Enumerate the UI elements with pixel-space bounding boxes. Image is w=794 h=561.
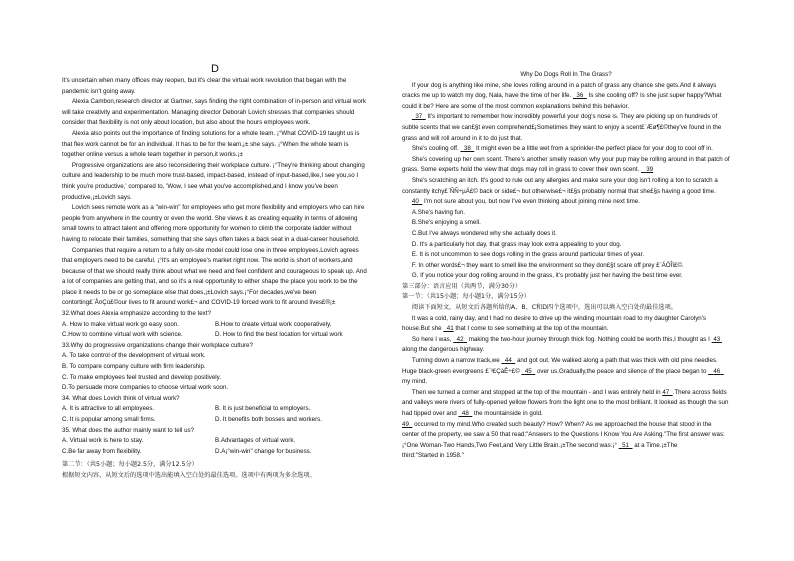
option: B. It is just beneficial to employers.	[215, 405, 311, 413]
blank-42: 42	[456, 335, 464, 343]
paragraph: Lovich sees remote work as a "win-win" for employees who get more flexibility and employers who can hire people from anywhere in the country or even the world. She views it as creating equality in terms of allowing small towns to attract talent and offering more opportunity for women to climb the corporate ladder without having to relocate their families, something that she says often takes a back seat in a dual-career household.	[62, 204, 365, 243]
blank-40: 40	[411, 198, 419, 206]
blank-49: 49	[402, 420, 409, 428]
blank-37: 37	[415, 113, 423, 121]
option: A. Virtual work is here to stay.	[62, 437, 144, 445]
paragraph: She's cooling off. 38 It might even be a little wet from a sprinkler-the perfect place for your dog to cool off in.	[411, 145, 713, 153]
option: B.Advantages of virtual work.	[215, 437, 296, 445]
blank-45: 45	[524, 367, 532, 375]
story-paragraph: 49 occurred to my mind.Who created such beauty? How? When? As we approached the house that stood in the center of the property, we saw a 50 that read:"Answers to the Questions I Know You Are Asking."The first answer was:¡°One Woman-Two Hands,Two Feet,and Very Little Brain.¡±The second was:¡° 51 at a Time.¡±The	[402, 420, 725, 449]
left-column	[62, 0, 368, 482]
question-stem: 35. What does the author mainly want to tell us?	[62, 426, 195, 434]
question-32	[62, 309, 368, 341]
question-stem: 33.Why do progressive organizations change their workplace culture?	[62, 341, 253, 349]
section2-description: 根据短文内容，从短文后的选项中选出能填入空白处的最佳选项。选项中有两项为多余选项。	[62, 471, 316, 479]
blank-51: 51	[622, 441, 629, 449]
option: D. It benefits both bosses and workers.	[215, 416, 322, 423]
paragraph: She's covering up her own scent. There's another smelly reason why your pup may be rolling around in that patch of grass. Some experts hold the view that dogs may roll in grass to cover their own scent. 39	[402, 155, 730, 174]
blank-44: 44	[504, 357, 512, 365]
section1-title: 第一节：（共15小题；每小题1分，满分15分）	[402, 293, 530, 301]
right-column	[402, 0, 730, 462]
paragraph: 37 It's important to remember how incredibly powerful your dog's nose is. They are picking up on hundreds of subtle scents that we can£§t even comprehend£¡Sometimes they want to enjoy a scent£¨Æø¶£©they've found in the grass and will roll around in it to do just that.	[402, 113, 722, 142]
option: E. It is not uncommon to see dogs rolling in the grass around particular times of year.	[411, 251, 645, 259]
story-last-line: third:"Started in 1958."	[402, 452, 464, 460]
question-34	[62, 394, 368, 426]
paragraph: It's uncertain when many offices may reopen, but it's clear the virtual work revolution that began with the pandemic isn't going away.	[62, 77, 347, 95]
story-paragraph: It was a cold, rainy day, and I had no desire to drive up the winding mountain road to my daughter Carolyn's house.But she 41 that I come to see something at the top of the mountain.	[402, 314, 707, 333]
blank-47: 47	[662, 388, 670, 396]
option: F. In other words£¬ they want to smell like the environment so they don£§t scare off prey £¨ÁÔÎï£©.	[411, 261, 684, 269]
option: C.Be far away from flexibility.	[62, 447, 142, 455]
option: D. It's a particularly hot day, that grass may look extra appealing to your dog.	[411, 240, 622, 248]
section1-description: 阅读下面短文，从短文后各题所给的A、B、C和D四个选项中，选出可以填入空白处的最佳选项。	[411, 304, 677, 312]
story-paragraph: So here I was, 42 making the two-hour journey through thick fog. Nothing could be worth this,I thought as I 43 along the dangerous highway.	[402, 335, 721, 354]
paragraph: 40 I'm not sure about you, but now I've even thinking about joining mine next time.	[411, 198, 640, 206]
paragraph: If your dog is anything like mine, she loves rolling around in a patch of grass any chance she gets.And it always cracks me up to watch my dog, Nala, have the time of her life. 36 Is she cooling off? Is she just super happy?What could it be? Here are some of the most common explanations behind this behavior.	[402, 81, 722, 110]
option: D.A¡°win-win" change for business.	[215, 447, 312, 455]
option: A.She's having fun.	[411, 208, 466, 216]
option: A. How to make virtual work go easy soon.	[62, 320, 179, 328]
passage-title: Why Do Dogs Roll In The Grass?	[520, 71, 612, 78]
blank-38: 38	[463, 145, 471, 153]
blank-41: 41	[446, 325, 454, 333]
option: C.But I've always wondered why she actually does it.	[411, 229, 557, 237]
paragraph: She's scratching an itch. It's good to rule out any allergies and make sure your dog isn't rolling a ton to scratch a constantly itchy£¨ÑÑ÷µÄ£© back or side£¬ but otherwise£¬ it£§s probably normal that she£§s having a good time.	[402, 176, 718, 195]
option: C. To make employees feel trusted and develop positively.	[62, 373, 222, 381]
paragraph: Alexia Cambon,research director at Gartner, says finding the right combination of in-person and virtual work will take creativity and experimentation. Managing director Deborah Lovich stresses that companies should consider that flexibility is not only about location, but also about the hours employees work.	[62, 98, 366, 127]
story-paragraph: Turning down a narrow track,we 44 and got out. We walked along a path that was thick with old pine needles. Huge black-green evergreens £¨³£ÇàÊ÷£© 45 over us.Gradually,the peace and silence of the place began to 46 my mind.	[402, 356, 730, 388]
blank-48: 48	[461, 410, 469, 417]
question-35	[62, 426, 368, 458]
part3-title: 第三部分：语言应用（共两节，满分30分）	[402, 282, 522, 290]
story-paragraph: Then we turned a corner and stopped at the top of the mountain - and I was entirely held in 47 .There across fields and valleys were rivers of fully-opened yellow flowers from the light one to the most brilliant. It looked as though the sun had tipped over and 48 the mountainside in gold.	[402, 388, 729, 417]
option: B.How to create virtual work cooperatively.	[215, 320, 332, 328]
blank-36: 36	[576, 92, 584, 100]
question-stem: 34. What does Lovich think of virtual work?	[62, 394, 180, 402]
option: G. If you notice your dog rolling around in the grass, it's probably just her having the best time ever.	[411, 272, 683, 280]
blank-46: 46	[713, 367, 721, 375]
blank-39: 39	[646, 166, 654, 174]
section2-title: 第二节：（共5小题；每小题2.5分，满分12.5分）	[62, 461, 198, 469]
paragraph: Progressive organizations are also reconsidering their workplace culture. ¡°They're thinking about changing culture and leadership to be much more trust-based, impact-based, instead of input-based,like,I see you,so I think you're productive,' compared to, 'Wow, I see what you've accomplished,and I know you've been productive,¡±Lovich says.	[62, 161, 365, 201]
option: A. It is attractive to all employees.	[62, 405, 155, 413]
option: B. To compare company culture with firm leadership.	[62, 363, 206, 371]
option: D. How to find the best location for virtual work	[215, 331, 343, 339]
paragraph: Companies that require a return to a fully on-site model could lose one in three employees.Lovich agrees that employers need to be careful. ¡°It's an employee's market right now. The world is short of workers,and because of that we should really think about what we need and feel confident and courageous to speak up. And a lot of companies are getting that, and so it's a real opportunity to either shape the place you work to be the place it needs to be or go someplace else that does,¡±Lovich says.¡°For decades,we've been contorting£¨Å¤Çú£©our lives to fit around work£¬ and COVID-19 forced work to fit around lives£®¡±	[62, 246, 367, 307]
blank-43: 43	[713, 335, 721, 343]
question-33	[62, 341, 368, 394]
passage-heading: D	[211, 63, 219, 75]
option: A. To take control of the development of virtual work.	[62, 352, 206, 360]
paragraph: Alexia also points out the importance of finding solutions for a whole team. ¡°What COVID-19 taught us is that flex work cannot be for an individual. It has to be for the team,¡± she says. ¡°When the whole team is together online versus a whole team together in person,it works.¡±	[62, 129, 360, 159]
option: C.How to combine virtual work with science.	[62, 331, 183, 339]
question-stem: 32.What does Alexia emphasize according to the text?	[62, 310, 211, 318]
option: D.To persuade more companies to choose virtual work soon.	[62, 384, 229, 392]
option: B.She's enjoying a smell.	[411, 219, 481, 227]
option: C. It is popular among small firms.	[62, 416, 156, 423]
